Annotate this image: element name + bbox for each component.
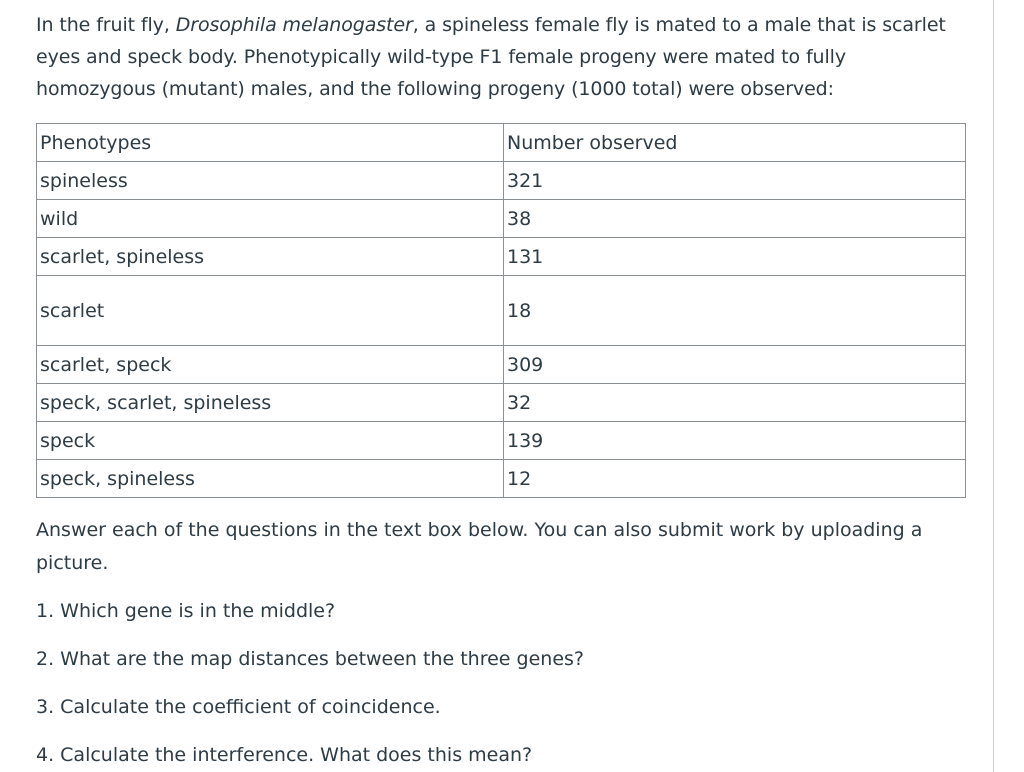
phenotype-cell: speck, spineless [37,460,504,498]
question-2: 2. What are the map distances between the three genes? [36,648,585,670]
count-cell: 321 [504,162,966,200]
phenotype-cell: wild [37,200,504,238]
table-row [37,460,966,498]
intro-paragraph [36,9,966,105]
table-header-row [37,124,966,162]
phenotype-cell: speck, scarlet, spineless [37,384,504,422]
phenotype-cell: scarlet, speck [37,346,504,384]
count-cell: 309 [504,346,966,384]
question-3: 3. Calculate the coefficient of coincidence. [36,696,441,718]
table-row [37,276,966,346]
table-row [37,238,966,276]
table-row [37,422,966,460]
count-cell: 12 [504,460,966,498]
header-number-observed: Number observed [504,124,966,162]
table-row [37,200,966,238]
question-1: 1. Which gene is in the middle? [36,600,336,622]
question-content [36,9,966,772]
instructions-text: Answer each of the questions in the text box below. You can also submit work by uploading a picture. [36,519,923,574]
question-4: 4. Calculate the interference. What does this mean? [36,744,533,766]
phenotype-cell: spineless [37,162,504,200]
phenotype-cell: scarlet [37,276,504,346]
intro-text-end: , a spineless female fly is mated to a male that is scarlet eyes and speck body. Phenotypically wild-type F1 female progeny were mated to fully homozygous (mutant) males, and the following progeny (1000 total) were observed: [36,14,946,100]
table-row [37,346,966,384]
header-phenotypes: Phenotypes [37,124,504,162]
count-cell: 38 [504,200,966,238]
species-name: Drosophila melanogaster [175,14,413,36]
phenotype-cell: scarlet, spineless [37,238,504,276]
progeny-table [36,123,966,498]
intro-text-start: In the fruit fly, [36,14,176,36]
phenotype-cell: speck [37,422,504,460]
table-row [37,384,966,422]
table-row [37,162,966,200]
count-cell: 18 [504,276,966,346]
count-cell: 139 [504,422,966,460]
count-cell: 32 [504,384,966,422]
count-cell: 131 [504,238,966,276]
